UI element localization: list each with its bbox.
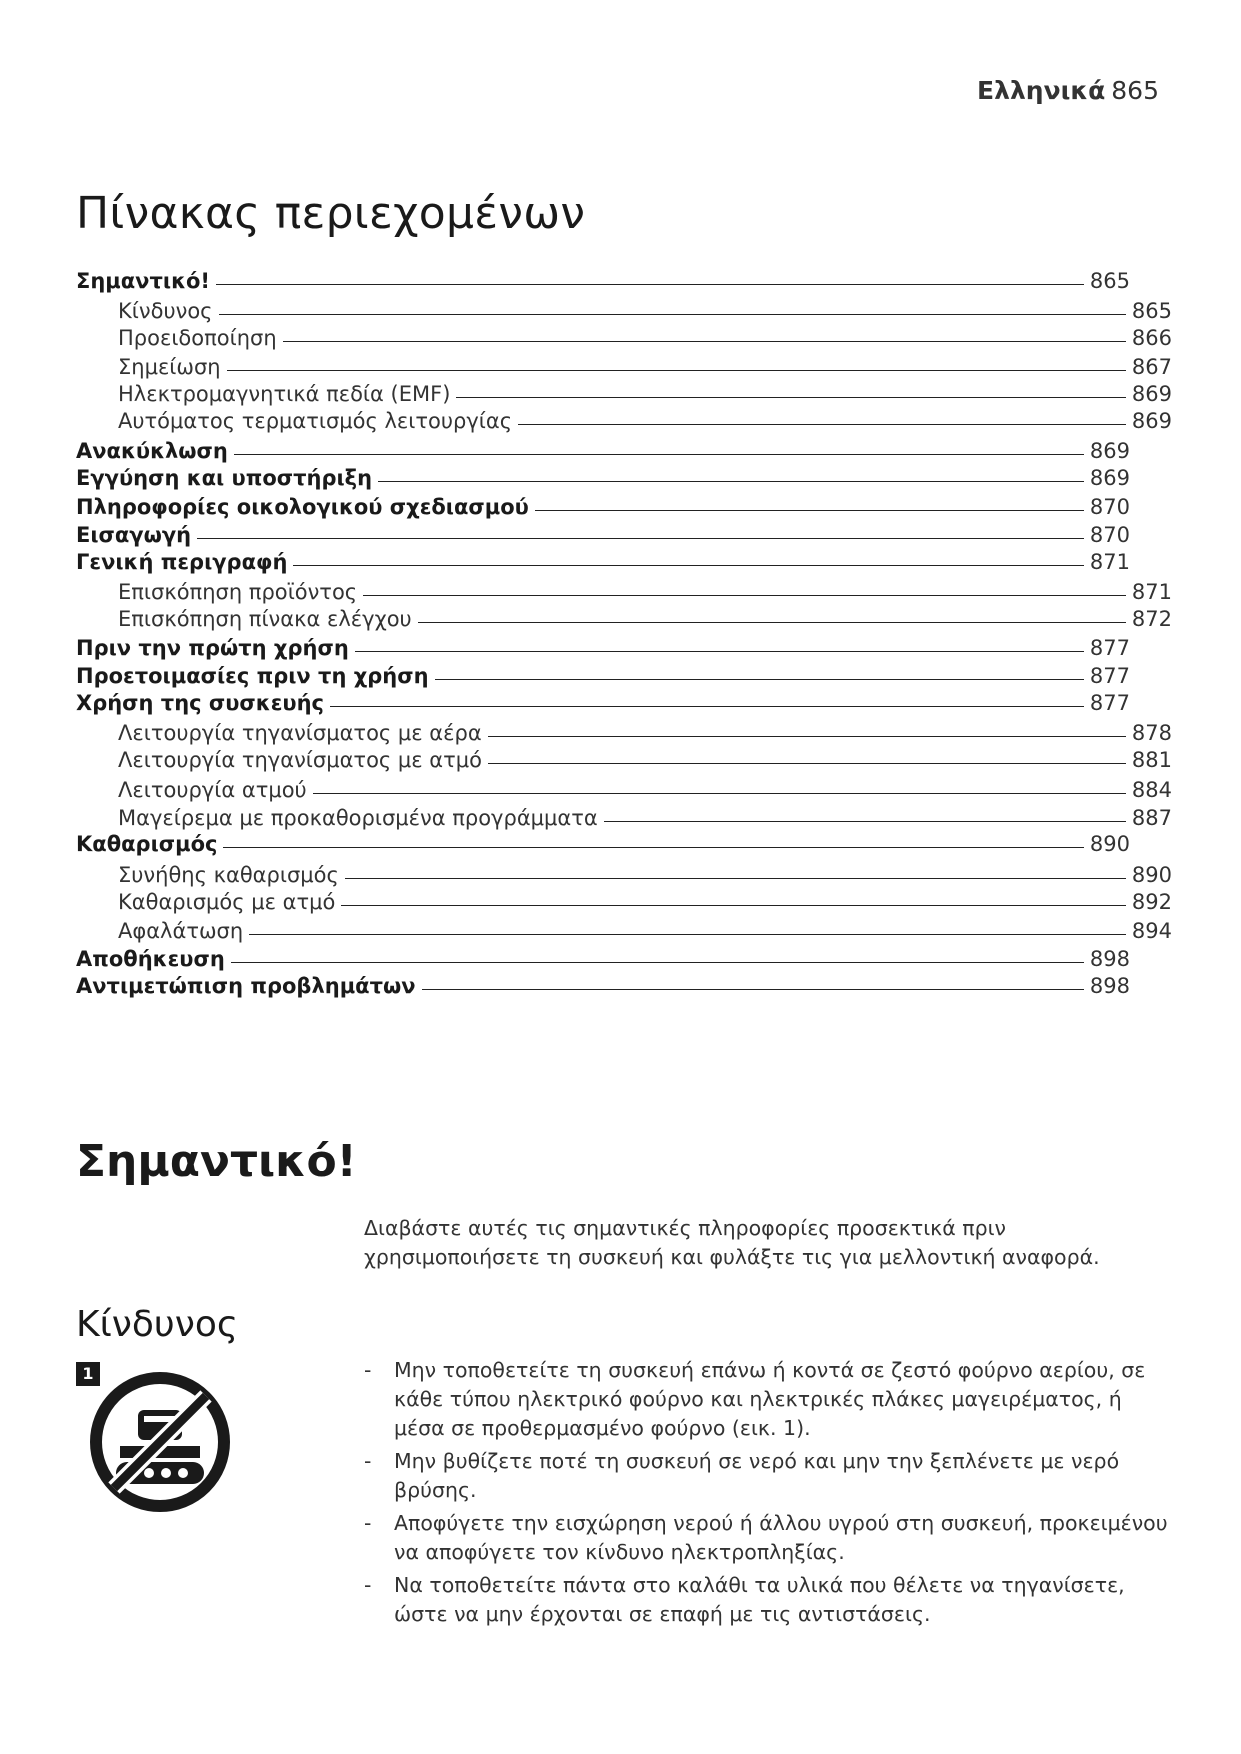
toc-entry-page: 872 — [1131, 607, 1172, 631]
toc-entry-label: Εγγύηση και υποστήριξη — [76, 466, 373, 490]
toc-leader-line — [363, 595, 1126, 596]
toc-entry-page: 871 — [1089, 550, 1130, 574]
toc-leader-line — [227, 370, 1126, 371]
toc-entry-page: 898 — [1089, 974, 1130, 998]
toc-entry[interactable] — [76, 971, 1130, 1002]
toc-entry-page: 865 — [1089, 269, 1130, 293]
header-page-number: 865 — [1111, 76, 1159, 105]
toc-entry-label: Αφαλάτωση — [118, 919, 244, 943]
figure-number-badge: 1 — [76, 1362, 100, 1386]
toc-leader-line — [283, 341, 1126, 342]
toc-leader-line — [488, 736, 1126, 737]
toc-entry-page: 869 — [1131, 382, 1172, 406]
toc-entry-label: Επισκόπηση προϊόντος — [118, 580, 358, 604]
toc-entry-page: 884 — [1131, 778, 1172, 802]
toc-entry-page: 898 — [1089, 947, 1130, 971]
bullet-text: Μην τοποθετείτε τη συσκευή επάνω ή κοντά σε ζεστό φούρνο αερίου, σε κάθε τύπου ηλεκτρικό φούρνο και ηλεκτρικές πλάκες μαγειρέματος, ή μέσα σε προθερμασμένο φούρνο (εικ. 1). — [394, 1358, 1146, 1440]
toc-entry-label: Ανακύκλωση — [76, 439, 228, 463]
toc-leader-line — [216, 284, 1084, 285]
toc-entry-label: Λειτουργία τηγανίσματος με ατμό — [118, 748, 482, 772]
toc-entry-page: 890 — [1131, 863, 1172, 887]
toc-entry-label: Εισαγωγή — [76, 523, 192, 547]
toc-entry-label: Ηλεκτρομαγνητικά πεδία (EMF) — [118, 382, 451, 406]
toc-entry[interactable] — [76, 745, 1172, 776]
running-header — [977, 76, 1159, 105]
danger-heading: Κίνδυνος — [76, 1304, 239, 1345]
toc-entry-page: 877 — [1089, 664, 1130, 688]
list-item: - Να τοποθετείτε πάντα στο καλάθι τα υλικά που θέλετε να τηγανίσετε, ώστε να μην έρχονται σε επαφή με τις αντιστάσεις. — [364, 1573, 1125, 1626]
toc-entry[interactable] — [76, 829, 1130, 860]
toc-leader-line — [418, 622, 1126, 623]
toc-entry-label: Αντιμετώπιση προβλημάτων — [76, 974, 416, 998]
important-heading: Σημαντικό! — [76, 1136, 357, 1187]
toc-entry[interactable] — [76, 916, 1172, 947]
toc-entry-label: Προετοιμασίες πριν τη χρήση — [76, 664, 429, 688]
toc-entry-label: Χρήση της συσκευής — [76, 691, 324, 715]
toc-leader-line — [435, 679, 1084, 680]
toc-entry-page: 890 — [1089, 832, 1130, 856]
toc-entry[interactable] — [76, 887, 1172, 918]
toc-leader-line — [330, 706, 1084, 707]
toc-entry-label: Γενική περιγραφή — [76, 550, 288, 574]
toc-entry-page: 870 — [1089, 495, 1130, 519]
toc-entry[interactable] — [76, 547, 1130, 578]
toc-entry-page: 869 — [1131, 409, 1172, 433]
toc-entry[interactable] — [76, 492, 1130, 523]
toc-leader-line — [223, 847, 1083, 848]
toc-entry[interactable] — [76, 323, 1172, 354]
toc-entry-label: Λειτουργία ατμού — [118, 778, 307, 802]
header-language: Ελληνικά — [977, 76, 1106, 105]
toc-entry-page: 871 — [1131, 580, 1172, 604]
toc-entry-page: 869 — [1089, 439, 1130, 463]
toc-entry[interactable] — [76, 406, 1172, 437]
toc-leader-line — [313, 793, 1126, 794]
toc-leader-line — [219, 314, 1126, 315]
toc-leader-line — [355, 651, 1084, 652]
toc-entry[interactable] — [76, 604, 1172, 635]
toc-leader-line — [535, 510, 1084, 511]
toc-leader-line — [518, 424, 1126, 425]
toc-leader-line — [488, 763, 1126, 764]
toc-entry-label: Αποθήκευση — [76, 947, 225, 971]
toc-entry[interactable] — [76, 688, 1130, 719]
important-intro: Διαβάστε αυτές τις σημαντικές πληροφορίες προσεκτικά πριν χρησιμοποιήσετε τη συσκευή και φυλάξτε τις για μελλοντική αναφορά. — [364, 1216, 1100, 1269]
toc-entry-page: 877 — [1089, 636, 1130, 660]
toc-entry-page: 892 — [1131, 890, 1172, 914]
toc-entry-label: Συνήθης καθαρισμός — [118, 863, 339, 887]
bullet-text: Να τοποθετείτε πάντα στο καλάθι τα υλικά που θέλετε να τηγανίσετε, ώστε να μην έρχονται σε επαφή με τις αντιστάσεις. — [394, 1573, 1125, 1626]
danger-bullet-list — [364, 1356, 1174, 1633]
no-appliance-on-hot-stove-icon — [82, 1362, 234, 1514]
toc-leader-line — [249, 934, 1126, 935]
toc-leader-line — [293, 565, 1084, 566]
toc-entry-page: 894 — [1131, 919, 1172, 943]
toc-entry-label: Σημείωση — [118, 355, 221, 379]
toc-entry-label: Κίνδυνος — [118, 299, 213, 323]
toc-entry-page: 865 — [1131, 299, 1172, 323]
toc-entry-page: 878 — [1131, 721, 1172, 745]
toc-entry-label: Μαγείρεμα με προκαθορισμένα προγράμματα — [118, 806, 598, 830]
toc-entry[interactable] — [76, 266, 1130, 297]
toc-entry-label: Αυτόματος τερματισμός λειτουργίας — [118, 409, 513, 433]
toc-entry[interactable] — [76, 463, 1130, 494]
toc-entry-page: 877 — [1089, 691, 1130, 715]
toc-entry-label: Πριν την πρώτη χρήση — [76, 636, 349, 660]
toc-leader-line — [231, 962, 1084, 963]
toc-entry[interactable] — [76, 633, 1130, 664]
toc-title: Πίνακας περιεχομένων — [76, 188, 586, 239]
list-item: - Μην βυθίζετε ποτέ τη συσκευή σε νερό και μην την ξεπλένετε με νερό βρύσης. — [364, 1449, 1120, 1502]
toc-entry-label: Λειτουργία τηγανίσματος με αέρα — [118, 721, 482, 745]
toc-leader-line — [234, 454, 1084, 455]
toc-leader-line — [197, 538, 1084, 539]
bullet-text: Μην βυθίζετε ποτέ τη συσκευή σε νερό και μην την ξεπλένετε με νερό βρύσης. — [394, 1449, 1120, 1502]
toc-leader-line — [378, 481, 1084, 482]
toc-entry[interactable] — [76, 775, 1172, 806]
toc-entry-label: Καθαρισμός με ατμό — [118, 890, 336, 914]
toc-leader-line — [345, 878, 1126, 879]
list-item: - Αποφύγετε την εισχώρηση νερού ή άλλου υγρού στη συσκευή, προκειμένου να αποφύγετε τον κίνδυνο ηλεκτροπληξίας. — [364, 1511, 1168, 1564]
toc-leader-line — [604, 821, 1126, 822]
toc-entry-page: 887 — [1131, 806, 1172, 830]
toc-leader-line — [456, 397, 1126, 398]
toc-leader-line — [422, 989, 1084, 990]
toc-entry-label: Επισκόπηση πίνακα ελέγχου — [118, 607, 412, 631]
list-item: - Μην τοποθετείτε τη συσκευή επάνω ή κοντά σε ζεστό φούρνο αερίου, σε κάθε τύπου ηλεκτρικό φούρνο και ηλεκτρικές πλάκες μαγειρέματος, ή μέσα σε προθερμασμένο φούρνο (εικ. 1). — [364, 1358, 1146, 1440]
toc-entry-label: Προειδοποίηση — [118, 326, 277, 350]
toc-entry-label: Σημαντικό! — [76, 269, 210, 293]
bullet-text: Αποφύγετε την εισχώρηση νερού ή άλλου υγρού στη συσκευή, προκειμένου να αποφύγετε τον κίνδυνο ηλεκτροπληξίας. — [394, 1511, 1168, 1564]
toc-entry-page: 870 — [1089, 523, 1130, 547]
toc-entry-page: 869 — [1089, 466, 1130, 490]
toc-entry-page: 881 — [1131, 748, 1172, 772]
toc-entry-page: 866 — [1131, 326, 1172, 350]
toc-entry-page: 867 — [1131, 355, 1172, 379]
toc-entry-label: Καθαρισμός — [76, 832, 218, 856]
toc-leader-line — [341, 905, 1126, 906]
toc-entry-label: Πληροφορίες οικολογικού σχεδιασμού — [76, 495, 529, 519]
